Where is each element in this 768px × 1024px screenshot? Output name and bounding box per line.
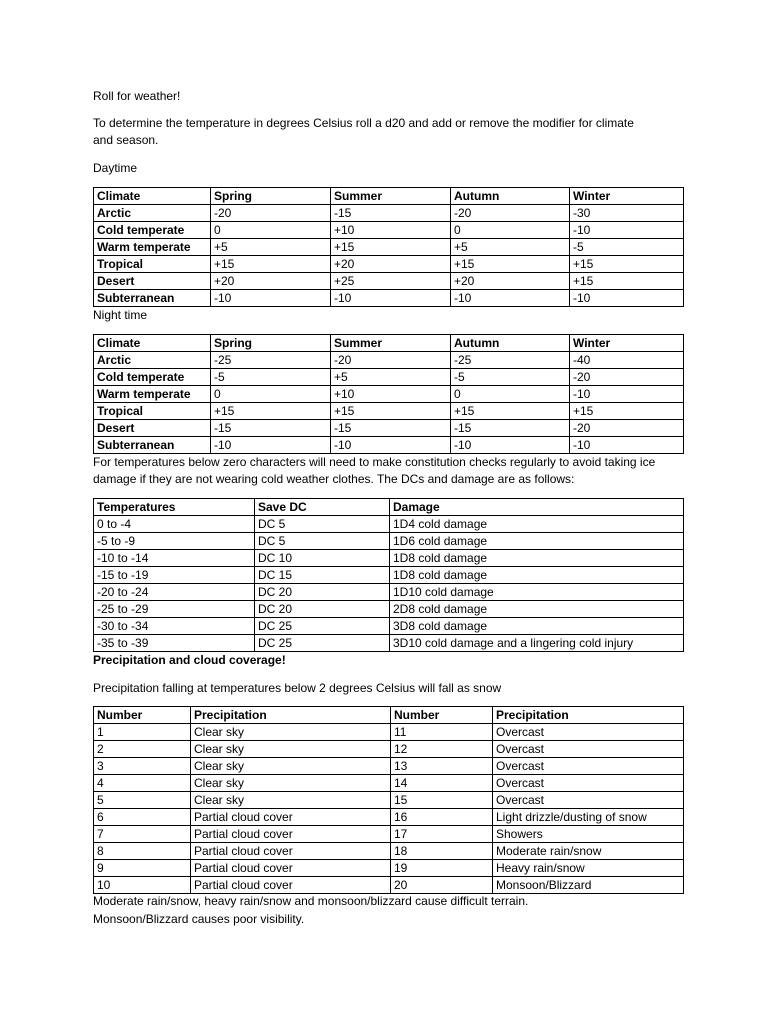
table-cell: 10 (94, 877, 191, 894)
table-cell: 6 (94, 809, 191, 826)
table-cell: Cold temperate (94, 222, 211, 239)
table-cell: 0 (211, 386, 331, 403)
table-cell: -15 (211, 420, 331, 437)
table-cell: -10 (570, 437, 684, 454)
table-cell: 0 to -4 (94, 516, 255, 533)
table-cell: Tropical (94, 256, 211, 273)
column-header: Number (391, 707, 493, 724)
table-cell: Light drizzle/dusting of snow (493, 809, 684, 826)
table-cell: Partial cloud cover (191, 809, 391, 826)
column-header: Winter (570, 188, 684, 205)
table-cell: -30 (570, 205, 684, 222)
table-row (94, 792, 684, 809)
table-cell: Overcast (493, 724, 684, 741)
intro-text: To determine the temperature in degrees Celsius roll a d20 and add or remove the modifier for climate and season. (93, 116, 634, 147)
table-row (94, 741, 684, 758)
table-cell: -20 (570, 420, 684, 437)
table-cell: +15 (331, 403, 451, 420)
cold-damage-note: For temperatures below zero characters will need to make constitution checks regularly to avoid taking ice damage if they are not wearing cold weather clothes. The DCs and damage are as follows: (93, 455, 656, 486)
table-cell: -15 (331, 420, 451, 437)
table-cell: Moderate rain/snow (493, 843, 684, 860)
table-header-row (94, 499, 684, 516)
table-cell: -15 to -19 (94, 567, 255, 584)
table-cell: -10 (451, 290, 570, 307)
table-cell: +5 (331, 369, 451, 386)
table-cell: -10 (211, 437, 331, 454)
table-row (94, 809, 684, 826)
table-row (94, 256, 684, 273)
table-cell: +25 (331, 273, 451, 290)
table-cell: DC 15 (255, 567, 390, 584)
table-cell: 0 (451, 222, 570, 239)
table-cell: 4 (94, 775, 191, 792)
table-cell: 7 (94, 826, 191, 843)
table-cell: Monsoon/Blizzard (493, 877, 684, 894)
table-cell: -20 (331, 352, 451, 369)
table-cell: -10 to -14 (94, 550, 255, 567)
table-row (94, 758, 684, 775)
table-cell: -10 (211, 290, 331, 307)
table-cell: -15 (331, 205, 451, 222)
daytime-table (93, 187, 684, 307)
table-cell: -15 (451, 420, 570, 437)
table-row (94, 352, 684, 369)
table-cell: 2D8 cold damage (390, 601, 684, 618)
table-cell: Clear sky (191, 758, 391, 775)
table-row (94, 775, 684, 792)
table-cell: 17 (391, 826, 493, 843)
column-header: Spring (211, 188, 331, 205)
snow-note: Precipitation falling at temperatures below 2 degrees Celsius will fall as snow (93, 681, 502, 695)
table-cell: -20 (211, 205, 331, 222)
table-cell: Desert (94, 420, 211, 437)
table-cell: -10 (451, 437, 570, 454)
table-row (94, 826, 684, 843)
column-header: Number (94, 707, 191, 724)
table-cell: 16 (391, 809, 493, 826)
table-cell: 1 (94, 724, 191, 741)
table-cell: +5 (451, 239, 570, 256)
table-row (94, 222, 684, 239)
table-cell: Arctic (94, 352, 211, 369)
table-cell: 1D8 cold damage (390, 567, 684, 584)
table-row (94, 273, 684, 290)
table-cell: 19 (391, 860, 493, 877)
table-row (94, 290, 684, 307)
table-cell: -20 to -24 (94, 584, 255, 601)
table-cell: Clear sky (191, 775, 391, 792)
table-cell: -30 to -34 (94, 618, 255, 635)
table-row (94, 437, 684, 454)
table-cell: Clear sky (191, 792, 391, 809)
table-row (94, 567, 684, 584)
table-row (94, 239, 684, 256)
table-row (94, 877, 684, 894)
table-cell: DC 25 (255, 618, 390, 635)
column-header: Autumn (451, 335, 570, 352)
table-header-row (94, 188, 684, 205)
table-cell: -10 (331, 437, 451, 454)
table-cell: Desert (94, 273, 211, 290)
table-cell: 1D10 cold damage (390, 584, 684, 601)
table-cell: Overcast (493, 792, 684, 809)
table-cell: 1D4 cold damage (390, 516, 684, 533)
terrain-note: Moderate rain/snow, heavy rain/snow and monsoon/blizzard cause difficult terrain. (93, 894, 529, 908)
table-cell: 18 (391, 843, 493, 860)
table-cell: -25 to -29 (94, 601, 255, 618)
table-cell: 0 (451, 386, 570, 403)
table-cell: +15 (570, 256, 684, 273)
cold-damage-table (93, 498, 684, 652)
table-cell: Cold temperate (94, 369, 211, 386)
table-cell: 2 (94, 741, 191, 758)
table-cell: -5 (211, 369, 331, 386)
table-cell: -5 to -9 (94, 533, 255, 550)
nighttime-label: Night time (93, 308, 148, 322)
column-header: Temperatures (94, 499, 255, 516)
table-cell: 14 (391, 775, 493, 792)
precipitation-heading: Precipitation and cloud coverage! (93, 653, 286, 667)
table-cell: Clear sky (191, 741, 391, 758)
table-cell: -20 (570, 369, 684, 386)
table-cell: Partial cloud cover (191, 877, 391, 894)
column-header: Summer (331, 188, 451, 205)
visibility-note: Monsoon/Blizzard causes poor visibility. (93, 912, 305, 926)
table-cell: -25 (211, 352, 331, 369)
page-title: Roll for weather! (93, 89, 181, 103)
table-cell: -35 to -39 (94, 635, 255, 652)
table-cell: DC 10 (255, 550, 390, 567)
table-cell: 0 (211, 222, 331, 239)
table-cell: -5 (451, 369, 570, 386)
column-header: Climate (94, 335, 211, 352)
table-row (94, 550, 684, 567)
table-cell: +20 (331, 256, 451, 273)
table-cell: Partial cloud cover (191, 860, 391, 877)
table-cell: DC 20 (255, 584, 390, 601)
column-header: Climate (94, 188, 211, 205)
table-cell: Warm temperate (94, 386, 211, 403)
table-cell: -10 (331, 290, 451, 307)
precipitation-table (93, 706, 684, 894)
table-row (94, 584, 684, 601)
table-row (94, 386, 684, 403)
table-cell: DC 25 (255, 635, 390, 652)
table-cell: Subterranean (94, 437, 211, 454)
table-cell: Tropical (94, 403, 211, 420)
table-cell: Arctic (94, 205, 211, 222)
table-row (94, 635, 684, 652)
column-header: Autumn (451, 188, 570, 205)
table-cell: -25 (451, 352, 570, 369)
table-cell: +15 (570, 273, 684, 290)
table-cell: Overcast (493, 741, 684, 758)
table-cell: +15 (451, 403, 570, 420)
column-header: Summer (331, 335, 451, 352)
column-header: Precipitation (493, 707, 684, 724)
table-cell: 3 (94, 758, 191, 775)
table-cell: Partial cloud cover (191, 843, 391, 860)
table-cell: 20 (391, 877, 493, 894)
table-cell: +20 (451, 273, 570, 290)
table-cell: -5 (570, 239, 684, 256)
column-header: Winter (570, 335, 684, 352)
table-cell: -20 (451, 205, 570, 222)
table-cell: 11 (391, 724, 493, 741)
table-row (94, 533, 684, 550)
table-cell: DC 5 (255, 516, 390, 533)
table-row (94, 403, 684, 420)
table-cell: +10 (331, 222, 451, 239)
table-cell: Warm temperate (94, 239, 211, 256)
table-row (94, 369, 684, 386)
table-cell: 1D6 cold damage (390, 533, 684, 550)
column-header: Save DC (255, 499, 390, 516)
table-cell: +15 (211, 403, 331, 420)
table-cell: Showers (493, 826, 684, 843)
table-row (94, 618, 684, 635)
table-cell: Partial cloud cover (191, 826, 391, 843)
table-cell: DC 20 (255, 601, 390, 618)
table-cell: 3D10 cold damage and a lingering cold injury (390, 635, 684, 652)
table-row (94, 516, 684, 533)
nighttime-table (93, 334, 684, 454)
table-cell: 12 (391, 741, 493, 758)
table-cell: 3D8 cold damage (390, 618, 684, 635)
table-cell: Overcast (493, 758, 684, 775)
table-header-row (94, 707, 684, 724)
table-cell: +15 (331, 239, 451, 256)
table-row (94, 205, 684, 222)
table-cell: 8 (94, 843, 191, 860)
table-row (94, 860, 684, 877)
daytime-label: Daytime (93, 161, 138, 175)
table-cell: 13 (391, 758, 493, 775)
table-cell: Overcast (493, 775, 684, 792)
table-cell: +5 (211, 239, 331, 256)
table-cell: 9 (94, 860, 191, 877)
table-cell: -10 (570, 222, 684, 239)
table-header-row (94, 335, 684, 352)
table-cell: Clear sky (191, 724, 391, 741)
table-cell: Subterranean (94, 290, 211, 307)
table-cell: +15 (451, 256, 570, 273)
table-row (94, 724, 684, 741)
table-cell: 15 (391, 792, 493, 809)
table-row (94, 843, 684, 860)
column-header: Spring (211, 335, 331, 352)
table-cell: +15 (570, 403, 684, 420)
table-row (94, 601, 684, 618)
column-header: Damage (390, 499, 684, 516)
table-cell: Heavy rain/snow (493, 860, 684, 877)
table-cell: -10 (570, 290, 684, 307)
table-cell: -40 (570, 352, 684, 369)
table-cell: 5 (94, 792, 191, 809)
table-cell: +15 (211, 256, 331, 273)
table-cell: -10 (570, 386, 684, 403)
table-cell: 1D8 cold damage (390, 550, 684, 567)
table-cell: DC 5 (255, 533, 390, 550)
table-row (94, 420, 684, 437)
column-header: Precipitation (191, 707, 391, 724)
table-cell: +10 (331, 386, 451, 403)
table-cell: +20 (211, 273, 331, 290)
